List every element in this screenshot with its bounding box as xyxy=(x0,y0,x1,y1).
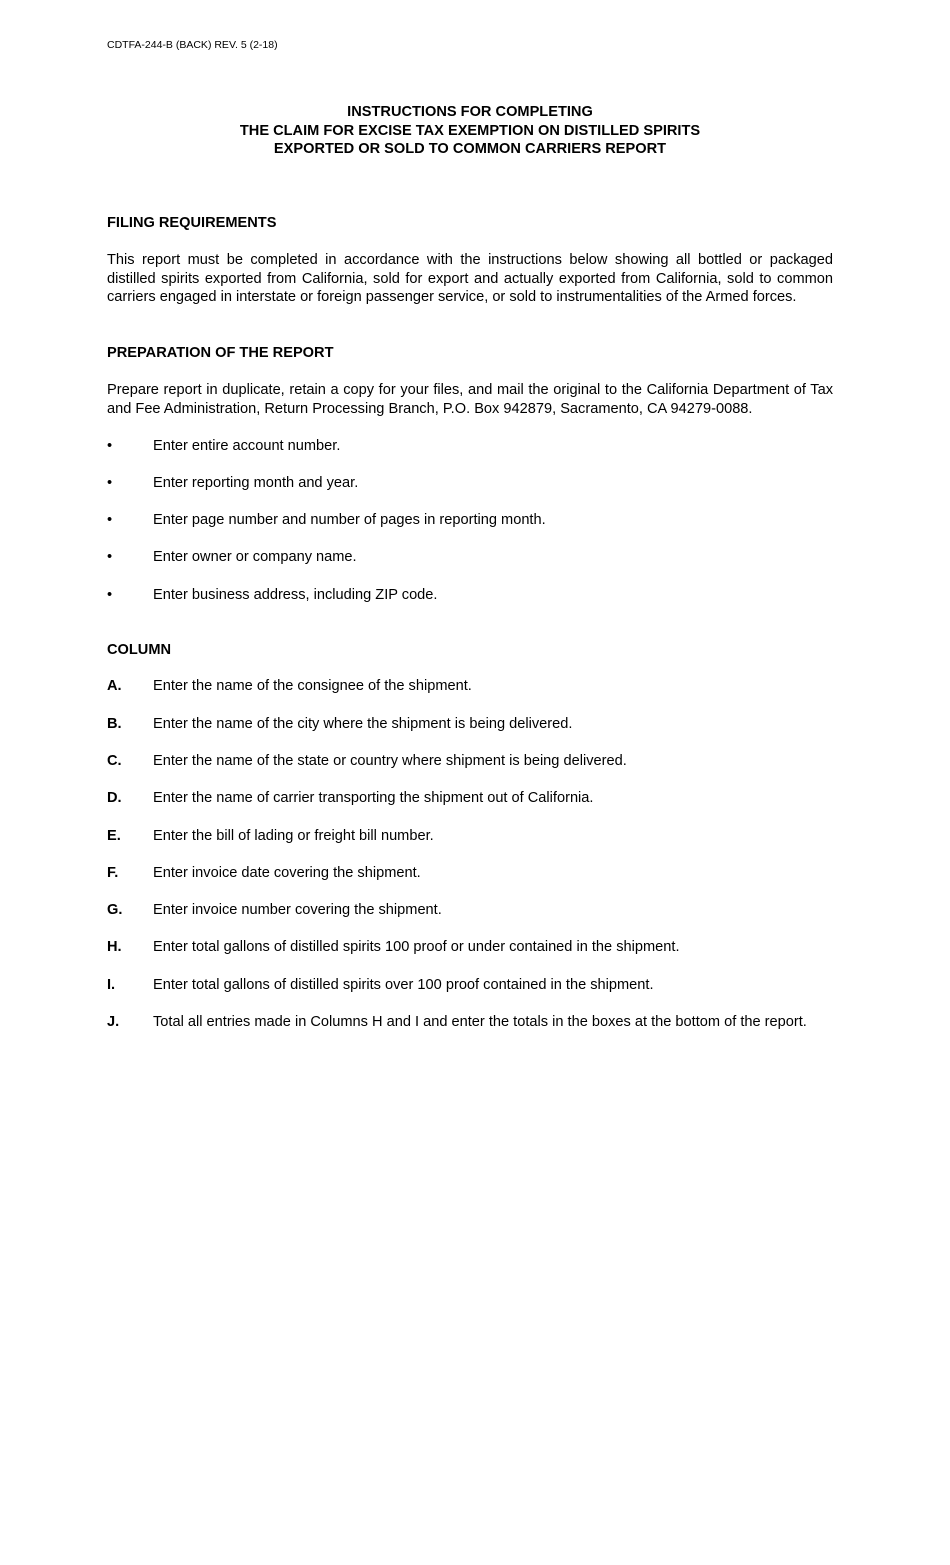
preparation-section xyxy=(107,344,833,604)
preparation-bullet-list xyxy=(107,437,833,605)
list-item xyxy=(107,938,833,957)
column-instruction-text: Enter the bill of lading or freight bill number. xyxy=(153,827,434,844)
column-instruction-text: Enter the name of carrier transporting the shipment out of California. xyxy=(153,790,594,807)
column-letter: E. xyxy=(107,827,121,844)
bullet-marker: • xyxy=(107,586,113,603)
list-item xyxy=(107,1013,833,1032)
list-item xyxy=(107,437,833,456)
column-letter: D. xyxy=(107,790,122,807)
column-letter: I. xyxy=(107,976,116,993)
column-instruction-text: Enter invoice date covering the shipment. xyxy=(153,864,421,881)
bullet-marker: • xyxy=(107,512,113,529)
list-item xyxy=(107,789,833,808)
column-instruction-list xyxy=(107,677,833,1031)
list-item xyxy=(107,864,833,883)
list-item xyxy=(107,901,833,920)
bullet-marker: • xyxy=(107,437,113,454)
column-heading: COLUMN xyxy=(107,641,172,658)
column-section xyxy=(107,641,833,1032)
list-item xyxy=(107,677,833,696)
list-item xyxy=(107,511,833,530)
column-letter: C. xyxy=(107,752,122,769)
column-letter: A. xyxy=(107,678,122,695)
bullet-marker: • xyxy=(107,549,113,566)
bullet-text: Enter page number and number of pages in reporting month. xyxy=(153,512,546,529)
document-title xyxy=(107,103,833,159)
bullet-text: Enter reporting month and year. xyxy=(153,474,359,491)
bullet-text: Enter owner or company name. xyxy=(153,549,357,566)
list-item xyxy=(107,827,833,846)
bullet-text: Enter entire account number. xyxy=(153,437,341,454)
column-instruction-text: Enter the name of the state or country where shipment is being delivered. xyxy=(153,752,627,769)
title-line-2: THE CLAIM FOR EXCISE TAX EXEMPTION ON DISTILLED SPIRITS xyxy=(239,122,701,139)
column-instruction-text: Enter the name of the consignee of the shipment. xyxy=(153,678,472,695)
list-item xyxy=(107,474,833,493)
column-letter: F. xyxy=(107,864,119,881)
form-id: CDTFA-244-B (BACK) REV. 5 (2-18) xyxy=(107,39,278,51)
instructions-body xyxy=(107,214,833,1050)
column-instruction-text: Enter total gallons of distilled spirits over 100 proof contained in the shipment. xyxy=(153,976,654,993)
filing-requirements-heading: FILING REQUIREMENTS xyxy=(107,215,277,231)
list-item xyxy=(107,715,833,734)
list-item xyxy=(107,548,833,567)
list-item xyxy=(107,976,833,995)
column-letter: B. xyxy=(107,715,122,732)
column-instruction-text: Total all entries made in Columns H and I and enter the totals in the boxes at the bottom of the report. xyxy=(153,1014,807,1031)
column-letter: H. xyxy=(107,939,122,956)
filing-requirements-section xyxy=(107,214,833,307)
title-line-1: INSTRUCTIONS FOR COMPLETING xyxy=(347,104,593,120)
filing-requirements-text: This report must be completed in accordance with the instructions below showing all bottled or packaged distilled spirits exported from California, sold for export and actually exported from California, sold to common carriers engaged in interstate or foreign passenger service, or sold to instrumentalities of the Armed forces. xyxy=(107,251,833,306)
bullet-marker: • xyxy=(107,474,113,491)
column-letter: J. xyxy=(107,1014,120,1031)
bullet-text: Enter business address, including ZIP code. xyxy=(153,586,438,603)
column-instruction-text: Enter the name of the city where the shipment is being delivered. xyxy=(153,715,573,732)
preparation-text: Prepare report in duplicate, retain a copy for your files, and mail the original to the California Department of Tax and Fee Administration, Return Processing Branch, P.O. Box 942879, Sacramento, CA 94279-0088. xyxy=(107,381,833,417)
list-item xyxy=(107,752,833,771)
column-instruction-text: Enter total gallons of distilled spirits 100 proof or under contained in the shipment. xyxy=(153,939,680,956)
preparation-heading: PREPARATION OF THE REPORT xyxy=(107,345,334,362)
column-letter: G. xyxy=(107,902,123,919)
column-instruction-text: Enter invoice number covering the shipment. xyxy=(153,902,442,919)
list-item xyxy=(107,586,833,605)
title-line-3: EXPORTED OR SOLD TO COMMON CARRIERS REPORT xyxy=(273,141,667,157)
